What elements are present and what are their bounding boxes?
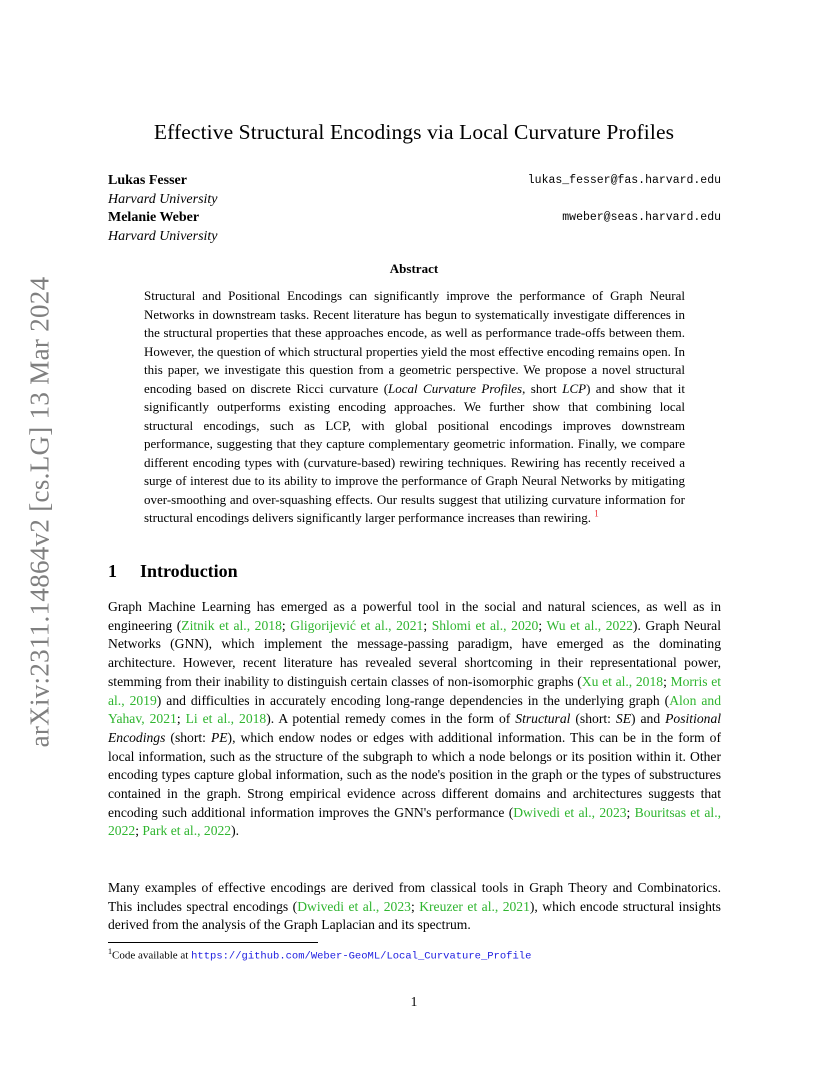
- body-text: ;: [135, 823, 143, 839]
- arxiv-sidebar: [20, 276, 60, 748]
- code-repository-link[interactable]: https://github.com/Weber-GeoML/Local_Curvature_Profile: [191, 950, 532, 963]
- citation-link[interactable]: Wu et al., 2022: [546, 617, 633, 633]
- author-block-1: [108, 171, 218, 209]
- page-number: 1: [410, 994, 418, 1009]
- footnote-number: 1: [108, 947, 112, 956]
- abstract-emphasis: Local Curvature Profiles: [388, 380, 523, 396]
- body-text: (short:: [165, 729, 211, 745]
- citation-link[interactable]: Dwivedi et al., 2023: [297, 898, 411, 914]
- paper-title: Effective Structural Encodings via Local Curvature Profiles: [153, 120, 675, 144]
- body-emphasis: Structural: [515, 711, 571, 727]
- body-text: Graph Machine Learning has emerged as a powerful tool in the social and natural sciences, as well as in engineering (: [108, 599, 721, 633]
- body-text: ;: [538, 617, 547, 633]
- citation-link[interactable]: Zitnik et al., 2018: [181, 617, 282, 633]
- body-text: ;: [423, 617, 432, 633]
- body-text: ;: [410, 898, 420, 914]
- author-affiliation: Harvard University: [108, 229, 218, 244]
- body-text: ). Graph Neural Networks (GNN), which implement the message-passing paradigm, have emerged as the dominating architecture. However, recent literature has revealed several shortcoming in their representational power, stemming from their inability to distinguish certain classes of non-isomorphic graphs (: [108, 617, 721, 689]
- body-text: ), which encode structural insights derived from the analysis of the Graph Laplacian and its spectrum.: [108, 898, 721, 933]
- intro-paragraph-2: [108, 879, 721, 935]
- section-heading: [108, 561, 238, 582]
- abstract-text: ) and show that it significantly outperforms existing encoding approaches. We further show that combining local structural encodings, such as LCP, with global positional encodings improves downstream performance, suggesting that they capture complementary geometric information. Finally, we compare different encoding types with (curvature-based) rewiring techniques. Rewiring has recently received a surge of interest due to its ability to improve the performance of Graph Neural Networks by mitigating over-smoothing and over-squashing effects. Our results suggest that utilizing curvature information for structural encodings delivers significantly larger performance increases than rewiring.: [144, 380, 685, 525]
- citation-link[interactable]: Xu et al., 2018: [581, 673, 664, 689]
- footnote: [108, 947, 531, 963]
- author-affiliation: Harvard University: [108, 192, 218, 207]
- citation-link[interactable]: Gligorijević et al., 2021: [290, 617, 424, 633]
- body-text: ) and difficulties in accurately encoding long-range dependencies in the underlying graph (: [156, 692, 670, 708]
- abstract-heading: Abstract: [389, 261, 439, 276]
- abstract-text: , short: [522, 380, 563, 396]
- section-number: 1: [108, 561, 117, 581]
- body-emphasis: SE: [615, 711, 631, 727]
- citation-link[interactable]: Bouritsas et al., 2022: [108, 804, 721, 839]
- citation-link[interactable]: Dwivedi et al., 2023: [513, 804, 627, 820]
- body-text: ;: [176, 711, 186, 727]
- citation-link[interactable]: Park et al., 2022: [142, 823, 232, 839]
- body-text: Many examples of effective encodings are derived from classical tools in Graph Theory and Combinatorics. This includes spectral encodings (: [108, 880, 721, 914]
- arxiv-identifier: arXiv:2311.14864v2 [cs.LG] 13 Mar 2024: [24, 276, 55, 748]
- author-block-2: [108, 208, 218, 246]
- body-text: (short:: [570, 711, 616, 727]
- body-emphasis: Positional Encodings: [108, 711, 722, 745]
- body-text: ).: [231, 823, 240, 839]
- body-text: ), which endow nodes or edges with additional information. This can be in the form of local information, such as the structure of the subgraph to which a node belongs or its position within it. Other encoding types capture global information, such as the node's position in the graph or the types of substructures contained in the graph. Strong empirical evidence across different domains and architectures suggests that encoding such additional information improves the GNN's performance (: [108, 729, 721, 820]
- abstract-body: [144, 287, 685, 528]
- author-name: Lukas Fesser: [108, 173, 187, 188]
- section-title: Introduction: [140, 561, 238, 581]
- abstract-emphasis: LCP: [562, 380, 587, 396]
- citation-link[interactable]: Li et al., 2018: [185, 711, 267, 727]
- footnote-divider: [108, 942, 318, 943]
- citation-link[interactable]: Shlomi et al., 2020: [431, 617, 539, 633]
- footnote-text: Code available at: [112, 949, 192, 962]
- footnote-marker[interactable]: 1: [594, 508, 599, 519]
- author-email[interactable]: lukas_fesser@fas.harvard.edu: [527, 174, 721, 187]
- author-name: Melanie Weber: [108, 210, 200, 225]
- body-text: ). A potential remedy comes in the form of: [266, 711, 516, 727]
- intro-paragraph-1: [108, 598, 721, 841]
- body-text: ;: [626, 804, 635, 820]
- author-email[interactable]: mweber@seas.harvard.edu: [562, 211, 721, 224]
- body-text: ) and: [631, 711, 666, 727]
- body-text: ;: [281, 617, 291, 633]
- body-text: ;: [663, 673, 671, 689]
- citation-link[interactable]: Alon and Yahav, 2021: [108, 692, 721, 727]
- citation-link[interactable]: Morris et al., 2019: [108, 673, 722, 708]
- citation-link[interactable]: Kreuzer et al., 2021: [419, 898, 530, 914]
- body-emphasis: PE: [210, 729, 228, 745]
- abstract-text: Structural and Positional Encodings can significantly improve the performance of Graph Neural Networks in downstream tasks. Recent literature has begun to systematically investigate differences in the structural properties that these approaches encode, as well as performance trade-offs between them. However, the question of which structural properties yield the most effective encoding remains open. In this paper, we investigate this question from a geometric perspective. We propose a novel structural encoding based on discrete Ricci curvature (: [144, 288, 685, 396]
